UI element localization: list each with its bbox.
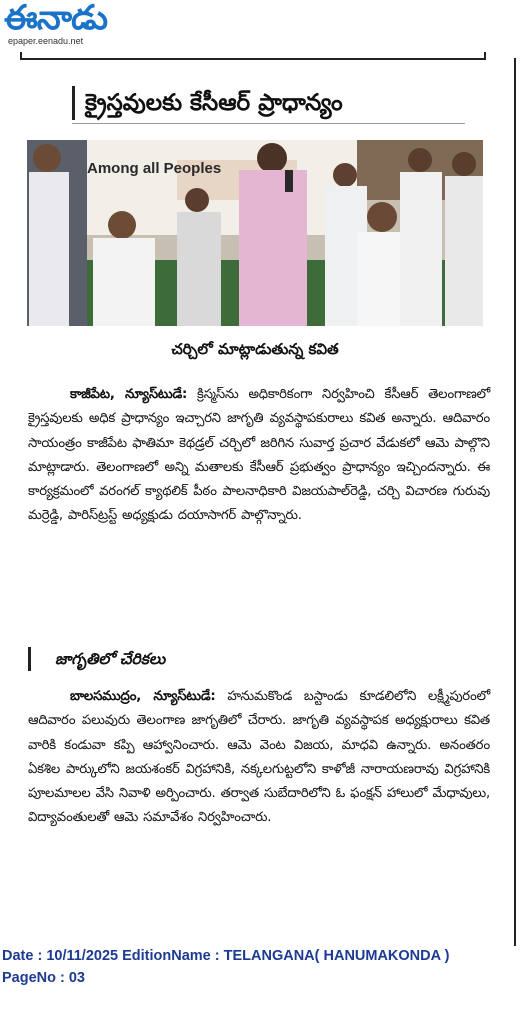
article-photo xyxy=(27,140,483,326)
frame-right-tick xyxy=(484,52,486,60)
article-subheading: జాగృతిలో చేరికలు xyxy=(55,650,166,668)
subhead-rule xyxy=(28,647,31,671)
article-headline: క్రైస్తవులకు కేసీఆర్‌ ప్రాధాన్యం xyxy=(72,86,447,120)
frame-top-rule xyxy=(20,58,484,60)
epaper-url: epaper.eenadu.net xyxy=(8,36,84,46)
edition-date-line: Date : 10/11/2025 EditionName : TELANGANA( HANUMAKONDA ) xyxy=(2,948,450,964)
masthead xyxy=(4,2,144,50)
dateline: బాలసముద్రం, న్యూస్‌టుడే: xyxy=(70,689,216,704)
paragraph-text: క్రిస్మస్‌ను అధికారికంగా నిర్వహించి కేసీఆర్‌ తెలంగాణలో క్రైస్తవులకు అధిక ప్రాధాన్యం ఇచ్చారని జాగృతి వ్యవస్థాపకురాలు కవిత అన్నారు. ఆదివారం సాయంత్రం కాజీపేట ఫాతిమా కెథడ్రల్‌ చర్చిలో జరిగిన సువార్త ప్రచార వేడుకలో ఆమె పాల్గొని మాట్లాడారు. తెలంగాణలో అన్ని మతాలకు కేసీఆర్‌ ప్రభుత్వం ప్రాధాన్యం ఇచ్చిందన్నారు. ఈ కార్యక్రమంలో వరంగల్‌ క్యాథలిక్‌ పీఠం పాలనాధికారి విజయపాల్‌రెడ్డి, చర్చి విచారణ గురువు మర్రెడ్డి, పారిస్‌ట్రస్ట్‌ అధ్యక్షుడు దయాసాగర్‌ పాల్గొన్నారు. xyxy=(28,387,491,524)
frame-right-rule xyxy=(514,58,516,946)
eenadu-logo: ఈనాడు xyxy=(4,0,108,38)
paragraph-text: హనుమకొండ బస్టాండు కూడలిలోని లక్ష్మీపురంలో ఆదివారం పలువురు తెలంగాణ జాగృతిలో చేరారు. జాగృతి వ్యవస్థాపక అధ్యక్షురాలు కవిత వారికి కండువా కప్పి ఆహ్వానించారు. ఆమె వెంట విజయ, మాధవి ఉన్నారు. అనంతరం ఏకశిల పార్కులోని జయశంకర్‌ విగ్రహానికి, నక్కలగుట్టలోని కాళోజీ నారాయణరావు విగ్రహానికి పూలమాలల వేసి నివాళి అర్పించారు. తర్వాత సుబేదారిలోని ఓ ఫంక్షన్‌ హాలులో మేధావులు, విద్యావంతులతో ఆమె సమావేశం నిర్వహించారు. xyxy=(28,689,490,826)
edition-footer xyxy=(2,945,449,989)
frame-left-tick xyxy=(20,52,22,60)
article-paragraph-1 xyxy=(28,383,490,529)
page-number-line: PageNo : 03 xyxy=(2,970,85,986)
photo-banner-text: Among all Peoples xyxy=(87,160,222,177)
article-paragraph-2 xyxy=(28,685,490,831)
dateline: కాజీపేట, న్యూస్‌టుడే: xyxy=(70,387,188,402)
photo-caption: చర్చిలో మాట్లాడుతున్న కవిత xyxy=(171,340,339,358)
